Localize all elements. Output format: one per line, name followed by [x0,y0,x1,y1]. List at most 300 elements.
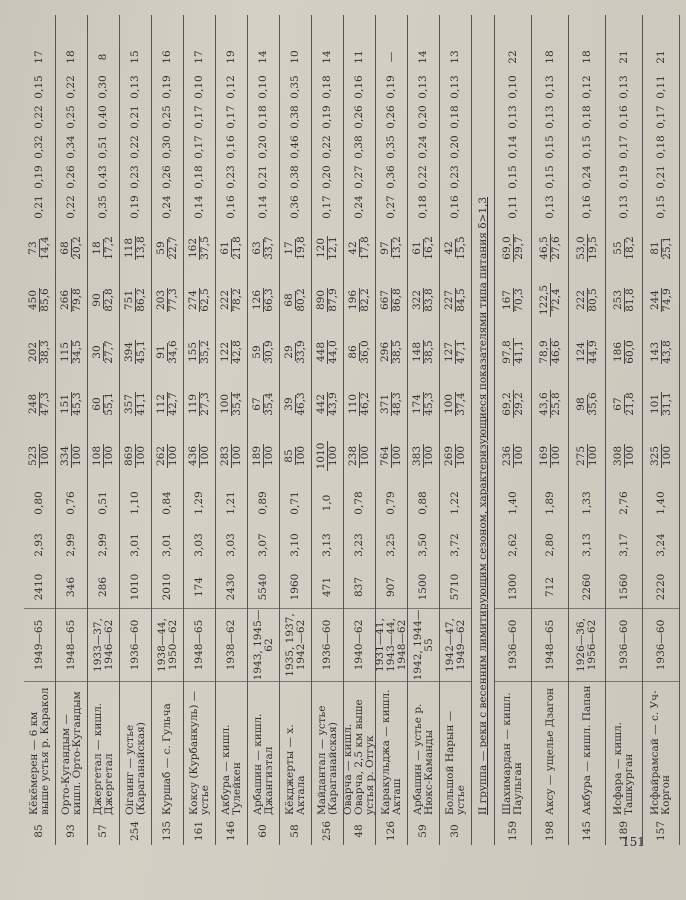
fraction-denominator: 27,6 [549,236,562,260]
coefficient-cell: 15 [129,50,141,64]
fraction-numerator: 46,5 [537,236,550,260]
fraction-denominator: 62,5 [199,288,211,312]
fraction-cell [248,274,279,326]
fraction-denominator: 38,5 [391,340,403,364]
fraction-denominator: 41,1 [512,340,525,364]
fraction-denominator: 19,5 [586,236,599,260]
coefficient-cell: 0,20 [321,165,333,189]
coefficient-cell: 0,40 [97,105,109,129]
river-station-name: Орто-Кугандым — кишл. Орто-Кугандым [59,691,83,815]
fraction-numerator: 100 [443,393,455,415]
fraction-numerator: 85 [283,449,295,463]
coefficient-cell: 0,18 [449,105,461,129]
fraction-numerator: 98 [574,397,587,411]
fraction-cell [312,326,343,378]
fraction-cell [56,430,87,482]
fraction-denominator: 17,8 [359,236,371,260]
fraction-numerator: 91 [155,345,167,359]
runoff-value: 1,29 [193,491,205,515]
section-title: II группа — реки с весенним лимитирующим сезоном, характеризующиеся показателями типа питания δ>1,3 [477,196,489,815]
fraction-denominator: 13,8 [135,236,147,260]
fraction-denominator: 29,7 [512,236,525,260]
coefficient-cell: 21 [617,50,630,64]
table-row [24,15,56,845]
fraction-numerator: 203 [155,289,167,311]
coefficient-cell: 0,13 [617,75,630,99]
fraction-denominator: 30,9 [263,340,275,364]
fraction-numerator: 890 [315,289,327,311]
fraction-cell [280,222,311,274]
coefficient-cell: 0,13 [129,75,141,99]
fraction-cell [569,222,605,274]
fraction-cell [184,222,215,274]
coefficient-cell: 0,23 [129,165,141,189]
fraction-cell [216,430,247,482]
coefficient-cell: 0,18 [580,105,593,129]
fraction-numerator: 236 [500,445,513,467]
mean-height: 3,13 [321,533,333,557]
runoff-value: 1,21 [225,491,237,515]
coefficient-cell: 10 [289,50,301,64]
river-station-name: Майдантал — устье (Караганайская) [315,705,339,815]
fraction-denominator: 35,2 [199,340,211,364]
fraction-denominator: 38,3 [39,340,51,364]
fraction-numerator: 112 [155,393,167,415]
observation-period: 1936—60 [312,609,343,682]
fraction-numerator: 60 [91,397,103,411]
fraction-numerator: 17 [283,241,295,255]
coefficient-cell: 17 [33,50,45,64]
table-row [344,15,376,845]
fraction-denominator: 100 [295,445,307,467]
fraction-denominator: 83,8 [423,288,435,312]
coefficient-cell: 0,27 [353,165,365,189]
coefficient-cell: 0,21 [33,195,45,219]
coefficient-cell: 0,35 [385,135,397,159]
fraction-cell [606,378,642,430]
mean-height: 2,62 [506,533,519,557]
coefficient-cell: 0,22 [129,135,141,159]
coefficient-cell: 0,17 [225,105,237,129]
fraction-denominator: 41,1 [135,392,147,416]
fraction-cell [88,222,119,274]
coefficient-cell: 0,24 [580,165,593,189]
fraction-numerator: 122,5 [537,284,550,316]
coefficient-cell: 0,26 [353,105,365,129]
fraction-numerator: 222 [574,289,587,311]
fraction-cell [56,274,87,326]
fraction-cell [56,378,87,430]
fraction-numerator: 101 [648,393,661,415]
fraction-denominator: 35,6 [586,392,599,416]
fraction-denominator: 14,4 [39,236,51,260]
river-station-name: Каракульджа — кишл. Акташ [379,689,403,815]
coefficient-cell: 14 [257,50,269,64]
fraction-cell [88,430,119,482]
fraction-cell [216,222,247,274]
fraction-denominator: 60,0 [623,340,636,364]
river-station-name: Коксу (Курбанкуль) — устье [187,690,211,815]
fraction-cell [312,274,343,326]
station-id: 146 [225,820,237,842]
fraction-denominator: 44,9 [586,340,599,364]
coefficient-cell: 14 [321,50,333,64]
fraction-cell [280,274,311,326]
observation-period: 1948—65 [56,609,87,682]
fraction-numerator: 244 [648,289,661,311]
fraction-cell [606,274,642,326]
coefficient-cell: 0,22 [321,135,333,159]
coefficient-cell: 0,13 [617,195,630,219]
fraction-denominator: 100 [167,445,179,467]
fraction-denominator: 100 [103,445,115,467]
observation-period: 1933—37, 1946—62 [88,609,119,682]
coefficient-cell: 0,24 [353,195,365,219]
coefficient-cell: 0,22 [417,165,429,189]
coefficient-cell: 14 [417,50,429,64]
fraction-cell [248,378,279,430]
fraction-denominator: 45,3 [71,392,83,416]
river-station-name: Большой Нарын — устье [443,710,467,815]
river-station-name: Куршаб — с. Гульча [161,703,173,815]
fraction-denominator: 31,1 [660,392,673,416]
fraction-cell [56,326,87,378]
fraction-numerator: 262 [155,445,167,467]
coefficient-cell: 0,11 [654,75,667,99]
station-id: 198 [543,820,556,842]
fraction-numerator: 174 [411,393,423,415]
fraction-numerator: 357 [123,393,135,415]
coefficient-cell: 0,32 [33,135,45,159]
table-row [216,15,248,845]
station-id: 48 [353,824,365,838]
basin-area: 471 [312,566,343,609]
fraction-cell [495,430,531,482]
coefficient-cell: 13 [449,50,461,64]
fraction-denominator: 74,9 [660,288,673,312]
fraction-numerator: 751 [123,289,135,311]
observation-period: 1936—60 [120,609,151,682]
coefficient-cell: 0,19 [617,165,630,189]
coefficient-cell: 0,17 [193,135,205,159]
mean-height: 3,10 [289,533,301,557]
fraction-cell [408,222,439,274]
observation-period: 1942, 1944—55 [408,609,439,682]
fraction-numerator: 143 [648,341,661,363]
mean-height: 2,93 [33,533,45,557]
coefficient-cell: 0,20 [449,135,461,159]
fraction-cell [408,326,439,378]
table-row [440,15,472,845]
coefficient-cell: 0,16 [225,135,237,159]
mean-height: 3,50 [417,533,429,557]
fraction-numerator: 238 [347,445,359,467]
fraction-numerator: 283 [219,445,231,467]
observation-period: 1935, 1937, 1942—62 [280,609,311,682]
fraction-denominator: 100 [623,445,636,467]
fraction-cell [120,430,151,482]
fraction-denominator: 43,8 [660,340,673,364]
fraction-cell [280,326,311,378]
fraction-denominator: 72,4 [549,288,562,312]
station-id: 60 [257,824,269,838]
fraction-cell [569,326,605,378]
table-row [376,15,408,845]
mean-height: 3,03 [225,533,237,557]
coefficient-cell: 0,38 [289,165,301,189]
basin-area: 346 [56,566,87,609]
station-id: 126 [385,820,397,842]
mean-height: 3,24 [654,533,667,557]
mean-height: 3,03 [193,533,205,557]
fraction-numerator: 222 [219,289,231,311]
fraction-cell [24,274,55,326]
fraction-numerator: 81 [648,241,661,255]
fraction-denominator: 37,5 [199,236,211,260]
coefficient-cell: 0,27 [385,195,397,219]
fraction-cell [532,378,568,430]
fraction-cell [606,326,642,378]
fraction-cell [312,430,343,482]
table-row [569,15,606,845]
coefficient-cell: 0,21 [654,165,667,189]
fraction-cell [532,326,568,378]
coefficient-cell: 21 [654,50,667,64]
fraction-denominator: 35,4 [263,392,275,416]
fraction-denominator: 100 [199,445,211,467]
coefficient-cell: 0,16 [225,195,237,219]
table-row [606,15,643,845]
river-station-name: Шахимардан — кишл. Паульган [501,692,524,815]
coefficient-cell: 0,20 [417,105,429,129]
coefficient-cell: 0,43 [97,165,109,189]
fraction-denominator: 42,8 [231,340,243,364]
fraction-numerator: 43,6 [537,392,550,416]
basin-area: 2010 [152,566,183,609]
coefficient-cell: 0,51 [97,135,109,159]
coefficient-cell: 22 [506,50,519,64]
coefficient-cell: 0,15 [543,165,556,189]
coefficient-cell: 0,14 [257,195,269,219]
table-row [152,15,184,845]
mean-height: 3,07 [257,533,269,557]
coefficient-cell: 0,46 [289,135,301,159]
station-id: 85 [33,824,45,838]
coefficient-cell: 0,14 [506,135,519,159]
fraction-cell [88,274,119,326]
coefficient-cell: 0,18 [654,135,667,159]
fraction-cell [532,222,568,274]
observation-period: 1948—65 [184,609,215,682]
fraction-numerator: 169 [537,445,550,467]
fraction-numerator: 69,2 [500,392,513,416]
fraction-cell [440,378,471,430]
fraction-cell [532,274,568,326]
fraction-numerator: 69,0 [500,236,513,260]
coefficient-cell: 0,20 [257,135,269,159]
fraction-denominator: 16,2 [423,236,435,260]
table-row [643,15,680,845]
basin-area: 174 [184,566,215,609]
observation-period: 1948—65 [532,609,568,682]
fraction-numerator: 383 [411,445,423,467]
fraction-cell [152,378,183,430]
fraction-denominator: 81,8 [623,288,636,312]
fraction-cell [606,222,642,274]
fraction-denominator: 15,5 [455,236,467,260]
fraction-numerator: 167 [500,289,513,311]
fraction-cell [184,326,215,378]
fraction-cell [152,274,183,326]
observation-period: 1936—60 [495,609,531,682]
fraction-numerator: 202 [27,341,39,363]
basin-area: 2260 [569,566,605,609]
coefficient-cell: 0,35 [97,195,109,219]
coefficient-cell: 16 [161,50,173,64]
fraction-denominator: 100 [549,445,562,467]
coefficient-cell: 0,30 [97,75,109,99]
fraction-cell [184,430,215,482]
table-row [88,15,120,845]
fraction-denominator: 100 [586,445,599,467]
coefficient-cell: — [385,51,397,63]
fraction-denominator: 46,2 [359,392,371,416]
station-id: 59 [417,824,429,838]
fraction-denominator: 79,8 [71,288,83,312]
fraction-denominator: 45,3 [423,392,435,416]
coefficient-cell: 0,26 [385,105,397,129]
runoff-value: 0,89 [257,491,269,515]
fraction-denominator: 27,7 [103,340,115,364]
fraction-numerator: 59 [251,345,263,359]
fraction-denominator: 25,1 [660,236,673,260]
coefficient-cell: 0,24 [417,135,429,159]
fraction-numerator: 18 [91,241,103,255]
table-row [408,15,440,845]
coefficient-cell: 0,23 [225,165,237,189]
coefficient-cell: 0,13 [543,105,556,129]
fraction-numerator: 100 [219,393,231,415]
river-station-name: Аксу — ущелье Дзагон [543,687,556,815]
fraction-numerator: 42 [443,241,455,255]
fraction-cell [376,326,407,378]
coefficient-cell: 0,17 [193,105,205,129]
fraction-numerator: 155 [187,341,199,363]
river-station-name: Исфара — кишл. Ташкурган [612,721,635,815]
fraction-denominator: 42,7 [167,392,179,416]
coefficient-cell: 0,13 [543,75,556,99]
fraction-numerator: 55 [611,241,624,255]
basin-area: 2430 [216,566,247,609]
mean-height: 3,23 [353,533,365,557]
coefficient-cell: 0,19 [321,105,333,129]
basin-area: 2220 [643,566,679,609]
fraction-cell [24,378,55,430]
fraction-denominator: 100 [359,445,371,467]
fraction-numerator: 442 [315,393,327,415]
fraction-numerator: 764 [379,445,391,467]
coefficient-cell: 0,15 [506,165,519,189]
fraction-numerator: 227 [443,289,455,311]
coefficient-cell: 0,21 [129,105,141,129]
observation-period: 1931—41, 1943—44, 1948—62 [376,609,407,682]
fraction-cell [184,378,215,430]
coefficient-cell: 0,18 [417,195,429,219]
fraction-denominator: 86,8 [391,288,403,312]
fraction-cell [643,222,679,274]
hydrology-table [24,15,680,845]
fraction-cell [344,378,375,430]
fraction-cell [24,430,55,482]
fraction-cell [216,378,247,430]
fraction-cell [643,430,679,482]
observation-period: 1936—60 [606,609,642,682]
table-row [280,15,312,845]
fraction-denominator: 34,5 [71,340,83,364]
mean-height: 3,25 [385,533,397,557]
basin-area: 2410 [24,566,55,609]
observation-period: 1938—62 [216,609,247,682]
fraction-cell [152,222,183,274]
fraction-denominator: 29,2 [512,392,525,416]
fraction-cell [216,274,247,326]
coefficient-cell: 0,11 [506,195,519,219]
basin-area: 1010 [120,566,151,609]
coefficient-cell: 17 [193,50,205,64]
fraction-denominator: 85,6 [39,288,51,312]
fraction-numerator: 53,0 [574,236,587,260]
coefficient-cell: 0,17 [654,105,667,129]
station-id: 135 [161,820,173,842]
runoff-value: 0,88 [417,491,429,515]
fraction-cell [440,430,471,482]
station-id: 159 [506,820,519,842]
fraction-numerator: 334 [59,445,71,467]
fraction-cell [495,326,531,378]
river-station-name: Акбура — кишл. Папан [580,685,593,815]
fraction-denominator: 80,2 [295,288,307,312]
fraction-cell [569,378,605,430]
runoff-value: 1,0 [321,494,333,512]
fraction-denominator: 82,2 [359,288,371,312]
observation-period: 1938—44, 1950—62 [152,609,183,682]
observation-period: 1943, 1945—62 [248,609,279,682]
coefficient-cell: 0,18 [257,105,269,129]
fraction-numerator: 371 [379,393,391,415]
runoff-value: 0,80 [33,491,45,515]
fraction-denominator: 100 [71,445,83,467]
section-heading [472,15,495,845]
fraction-denominator: 21,8 [231,236,243,260]
river-station-name: Оварча — кишл. Оварча, 2,5 км выше устья р. Отгук [342,699,376,815]
page-number: 151 [622,835,645,849]
coefficient-cell: 0,18 [321,75,333,99]
fraction-denominator: 47,3 [39,392,51,416]
river-station-name: Акбура — кишл. Тулейкен [219,724,243,815]
coefficient-cell: 0,14 [193,195,205,219]
fraction-numerator: 86 [347,345,359,359]
observation-period: 1926—36, 1956—62 [569,609,605,682]
fraction-cell [408,274,439,326]
coefficient-cell: 0,12 [580,75,593,99]
fraction-denominator: 34,6 [167,340,179,364]
fraction-denominator: 100 [391,445,403,467]
fraction-cell [280,378,311,430]
coefficient-cell: 11 [353,50,365,64]
coefficient-cell: 0,15 [654,195,667,219]
station-id: 93 [65,824,77,838]
fraction-cell [408,430,439,482]
